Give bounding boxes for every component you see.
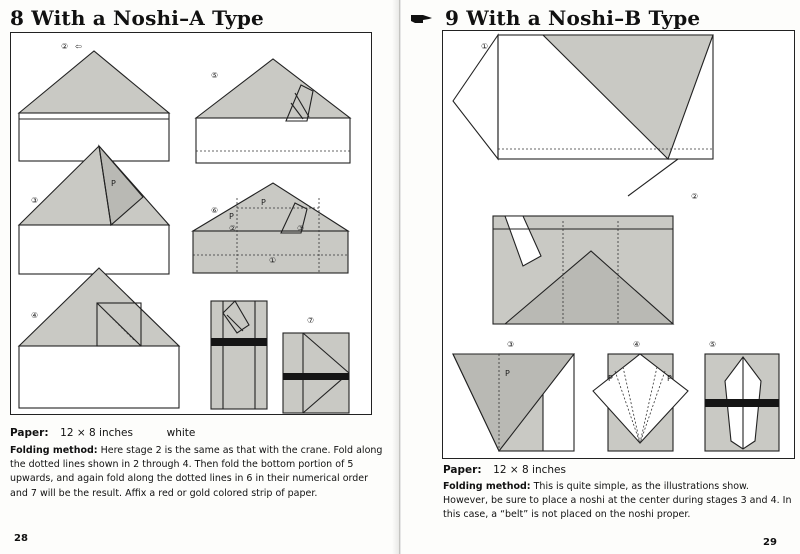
left-step-4-label: ④ bbox=[31, 311, 39, 320]
left-page-number: 28 bbox=[14, 533, 28, 544]
left-step-2-label: ② bbox=[61, 42, 69, 51]
svg-text:③: ③ bbox=[297, 224, 305, 233]
right-page-number: 29 bbox=[763, 537, 777, 548]
right-paper-value: 12 × 8 inches bbox=[493, 464, 566, 476]
svg-text:P: P bbox=[667, 374, 672, 383]
left-step-2-diagram bbox=[19, 42, 169, 161]
right-folding-diagrams bbox=[443, 31, 796, 460]
right-step-2-label: ② bbox=[691, 192, 699, 201]
left-step-6-label: ⑥ bbox=[211, 206, 219, 215]
right-step-5-diagram bbox=[705, 340, 779, 451]
svg-text:⇦: ⇦ bbox=[75, 42, 82, 51]
right-step-1-label: ① bbox=[481, 42, 489, 51]
right-step-5-label: ⑤ bbox=[709, 340, 717, 349]
right-step-1-diagram bbox=[453, 35, 713, 159]
svg-text:①: ① bbox=[269, 256, 277, 265]
svg-text:P: P bbox=[505, 369, 510, 378]
left-diagram-panel bbox=[10, 32, 372, 415]
left-step-5-diagram bbox=[196, 59, 350, 163]
pointing-hand-icon bbox=[409, 11, 433, 25]
left-step-7-label: ⑦ bbox=[307, 316, 315, 325]
left-method-text: Here stage 2 is the same as that with the crane. Fold along the dotted lines shown in 2 through 4. Then fold the bottom portion of 5 upwards, and again fold along the dotted lines in 6 in their numerical order and 7 will be the result. Affix a red or gold colored strip of paper. bbox=[10, 445, 383, 499]
right-diagram-panel bbox=[442, 30, 795, 459]
left-step-6-diagram bbox=[193, 183, 348, 273]
left-step-4-diagram bbox=[19, 268, 179, 408]
svg-text:P: P bbox=[229, 212, 234, 221]
left-step-7a-diagram bbox=[211, 301, 267, 409]
right-step-3-diagram bbox=[453, 340, 574, 451]
left-folding-method bbox=[10, 444, 386, 501]
right-page-title: 9 With a Noshi–B Type bbox=[445, 6, 701, 30]
left-method-label: Folding method: bbox=[10, 445, 98, 456]
right-step-4-label: ④ bbox=[633, 340, 641, 349]
right-step-2-diagram bbox=[493, 192, 698, 324]
left-step-3-label: ③ bbox=[31, 196, 39, 205]
left-paper-color: white bbox=[166, 427, 196, 439]
left-paper-value: 12 × 8 inches bbox=[60, 427, 133, 439]
right-method-label: Folding method: bbox=[443, 481, 531, 492]
left-paper-spec bbox=[10, 427, 195, 439]
left-paper-label: Paper: bbox=[10, 427, 49, 439]
right-step-3-label: ③ bbox=[507, 340, 515, 349]
left-step-7-diagram bbox=[283, 316, 349, 413]
right-step-4-diagram bbox=[593, 340, 688, 451]
svg-text:P: P bbox=[608, 374, 613, 383]
left-page-title: 8 With a Noshi–A Type bbox=[10, 6, 264, 30]
left-folding-diagrams bbox=[11, 33, 373, 416]
left-step-5-label: ⑤ bbox=[211, 71, 219, 80]
right-page bbox=[401, 0, 800, 554]
svg-text:②: ② bbox=[229, 224, 237, 233]
right-paper-spec bbox=[443, 464, 566, 476]
svg-text:P: P bbox=[261, 198, 266, 207]
right-method-text: This is quite simple, as the illustrations show. However, be sure to place a noshi at the center during stages 3 and 4. In this case, a “belt” is not placed on the noshi proper. bbox=[443, 481, 792, 521]
right-paper-label: Paper: bbox=[443, 464, 482, 476]
left-step-3-diagram bbox=[19, 146, 169, 274]
svg-text:P: P bbox=[111, 179, 116, 188]
right-folding-method bbox=[443, 480, 793, 523]
